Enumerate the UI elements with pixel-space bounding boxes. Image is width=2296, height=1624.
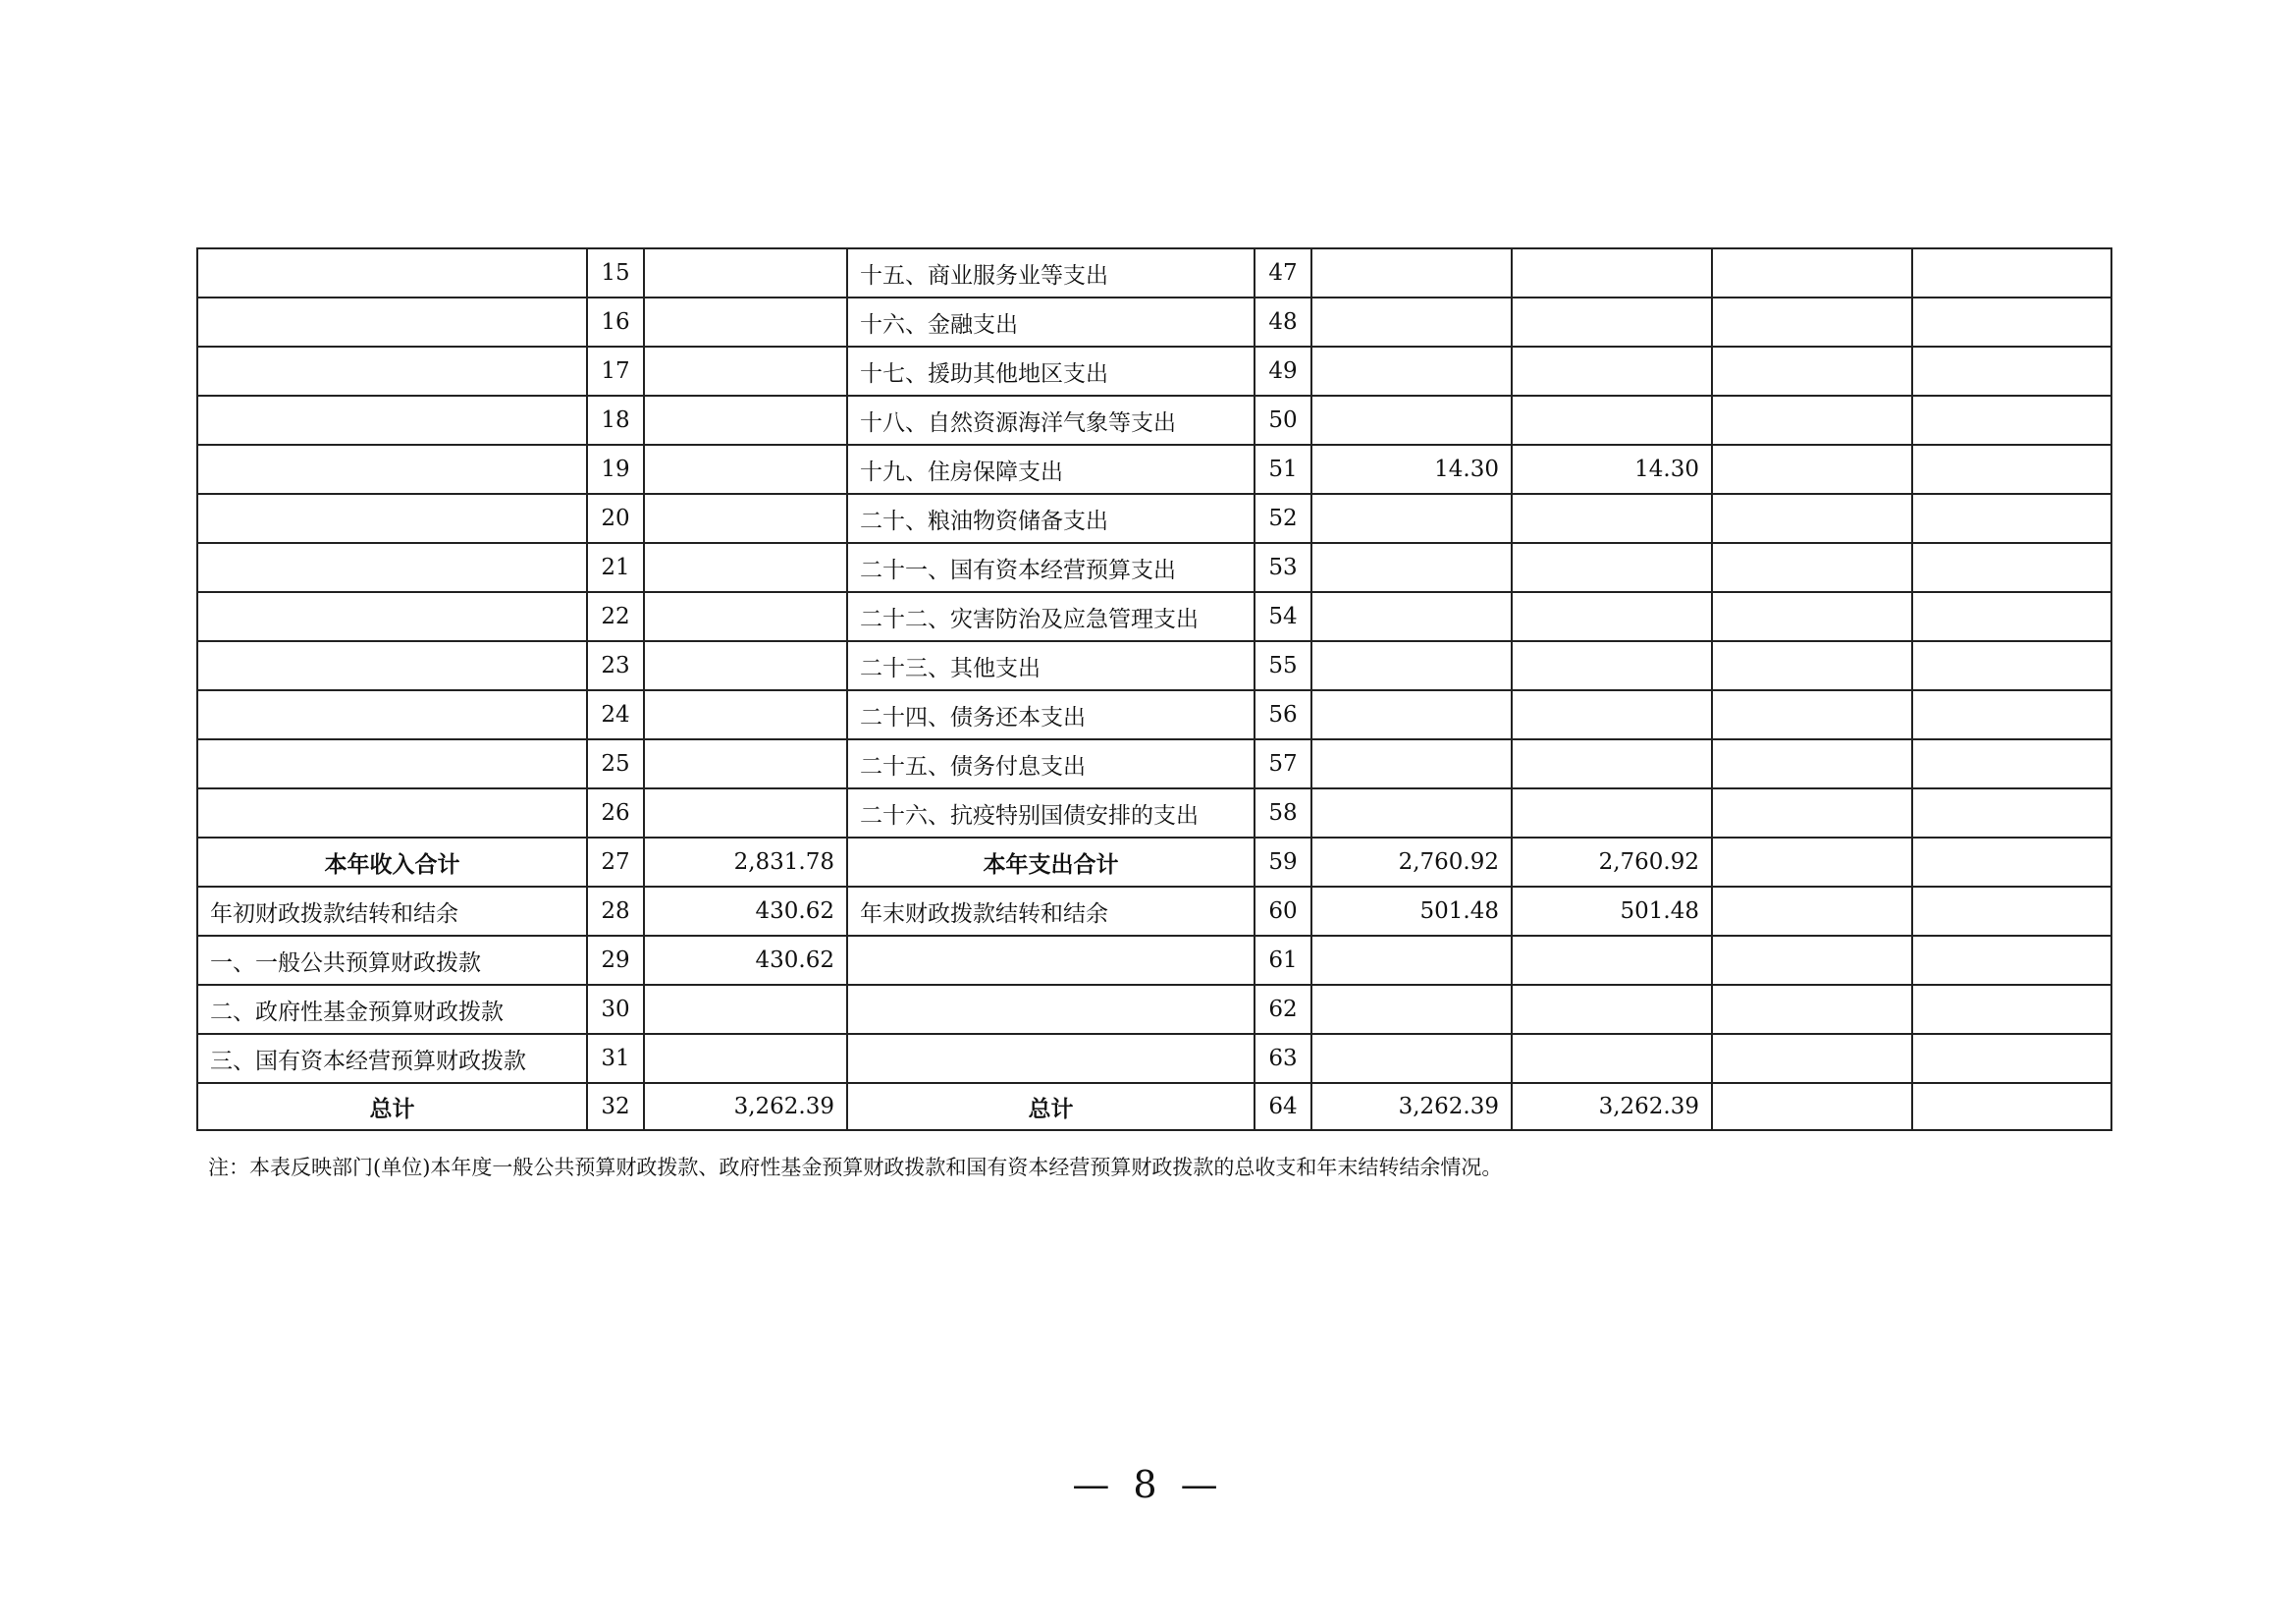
income-amount-cell	[644, 739, 847, 788]
table-row	[197, 1034, 2111, 1083]
expense-row-number-cell: 51	[1255, 445, 1311, 494]
general-budget-cell: 14.30	[1512, 445, 1712, 494]
expense-total-cell	[1311, 985, 1512, 1034]
expense-row-number-cell: 56	[1255, 690, 1311, 739]
income-item-cell	[197, 739, 587, 788]
expense-item-cell: 二十一、国有资本经营预算支出	[847, 543, 1255, 592]
government-fund-cell	[1712, 838, 1912, 887]
expense-row-number-cell: 55	[1255, 641, 1311, 690]
expense-row-number-cell: 47	[1255, 248, 1311, 298]
income-item-cell	[197, 396, 587, 445]
state-capital-cell	[1912, 298, 2111, 347]
general-budget-cell	[1512, 347, 1712, 396]
general-budget-cell	[1512, 592, 1712, 641]
table-row	[197, 347, 2111, 396]
state-capital-cell	[1912, 690, 2111, 739]
income-amount-cell	[644, 592, 847, 641]
state-capital-cell	[1912, 788, 2111, 838]
state-capital-cell	[1912, 887, 2111, 936]
income-amount-cell	[644, 298, 847, 347]
state-capital-cell	[1912, 445, 2111, 494]
income-amount-cell	[644, 690, 847, 739]
expense-row-number-cell: 49	[1255, 347, 1311, 396]
income-row-number-cell: 29	[587, 936, 644, 985]
government-fund-cell	[1712, 936, 1912, 985]
expense-row-number-cell: 52	[1255, 494, 1311, 543]
income-amount-cell	[644, 347, 847, 396]
table-row	[197, 887, 2111, 936]
expense-item-cell: 二十二、灾害防治及应急管理支出	[847, 592, 1255, 641]
general-budget-cell	[1512, 494, 1712, 543]
income-row-number-cell: 17	[587, 347, 644, 396]
income-item-cell	[197, 445, 587, 494]
table-row	[197, 248, 2111, 298]
general-budget-cell	[1512, 1034, 1712, 1083]
table-row	[197, 396, 2111, 445]
table-row	[197, 592, 2111, 641]
income-amount-cell: 430.62	[644, 936, 847, 985]
general-budget-cell: 3,262.39	[1512, 1083, 1712, 1130]
state-capital-cell	[1912, 494, 2111, 543]
expense-item-cell: 总计	[847, 1083, 1255, 1130]
income-item-cell: 总计	[197, 1083, 587, 1130]
income-row-number-cell: 20	[587, 494, 644, 543]
expense-total-cell: 3,262.39	[1311, 1083, 1512, 1130]
general-budget-cell	[1512, 543, 1712, 592]
income-row-number-cell: 32	[587, 1083, 644, 1130]
government-fund-cell	[1712, 248, 1912, 298]
budget-table	[196, 247, 2112, 1131]
table-body	[197, 248, 2111, 1130]
expense-row-number-cell: 48	[1255, 298, 1311, 347]
income-amount-cell	[644, 788, 847, 838]
income-row-number-cell: 28	[587, 887, 644, 936]
income-row-number-cell: 22	[587, 592, 644, 641]
expense-total-cell	[1311, 739, 1512, 788]
income-amount-cell	[644, 1034, 847, 1083]
income-row-number-cell: 18	[587, 396, 644, 445]
expense-total-cell	[1311, 347, 1512, 396]
expense-item-cell	[847, 1034, 1255, 1083]
income-amount-cell	[644, 494, 847, 543]
expense-row-number-cell: 61	[1255, 936, 1311, 985]
expense-row-number-cell: 59	[1255, 838, 1311, 887]
government-fund-cell	[1712, 396, 1912, 445]
income-row-number-cell: 31	[587, 1034, 644, 1083]
income-amount-cell: 3,262.39	[644, 1083, 847, 1130]
state-capital-cell	[1912, 396, 2111, 445]
table-row	[197, 690, 2111, 739]
government-fund-cell	[1712, 1083, 1912, 1130]
income-item-cell	[197, 494, 587, 543]
table-row	[197, 788, 2111, 838]
table-row	[197, 985, 2111, 1034]
income-row-number-cell: 25	[587, 739, 644, 788]
table-row	[197, 494, 2111, 543]
income-amount-cell	[644, 396, 847, 445]
expense-row-number-cell: 63	[1255, 1034, 1311, 1083]
income-row-number-cell: 26	[587, 788, 644, 838]
table-row	[197, 1083, 2111, 1130]
expense-total-cell	[1311, 1034, 1512, 1083]
expense-row-number-cell: 53	[1255, 543, 1311, 592]
expense-total-cell	[1311, 298, 1512, 347]
expense-item-cell: 十六、金融支出	[847, 298, 1255, 347]
expense-total-cell	[1311, 936, 1512, 985]
expense-row-number-cell: 50	[1255, 396, 1311, 445]
expense-item-cell: 二十三、其他支出	[847, 641, 1255, 690]
income-item-cell: 本年收入合计	[197, 838, 587, 887]
state-capital-cell	[1912, 985, 2111, 1034]
table-footnote: 注：本表反映部门(单位)本年度一般公共预算财政拨款、政府性基金预算财政拨款和国有资本经营预算财政拨款的总收支和年末结转结余情况。	[208, 1156, 1503, 1179]
government-fund-cell	[1712, 641, 1912, 690]
government-fund-cell	[1712, 1034, 1912, 1083]
government-fund-cell	[1712, 494, 1912, 543]
state-capital-cell	[1912, 838, 2111, 887]
expense-total-cell	[1311, 248, 1512, 298]
expense-item-cell: 十七、援助其他地区支出	[847, 347, 1255, 396]
state-capital-cell	[1912, 936, 2111, 985]
general-budget-cell	[1512, 298, 1712, 347]
expense-row-number-cell: 64	[1255, 1083, 1311, 1130]
expense-item-cell: 二十六、抗疫特别国债安排的支出	[847, 788, 1255, 838]
income-row-number-cell: 21	[587, 543, 644, 592]
income-item-cell: 二、政府性基金预算财政拨款	[197, 985, 587, 1034]
income-row-number-cell: 27	[587, 838, 644, 887]
state-capital-cell	[1912, 592, 2111, 641]
income-row-number-cell: 19	[587, 445, 644, 494]
state-capital-cell	[1912, 739, 2111, 788]
table-row	[197, 739, 2111, 788]
general-budget-cell: 501.48	[1512, 887, 1712, 936]
income-amount-cell	[644, 985, 847, 1034]
income-item-cell	[197, 788, 587, 838]
state-capital-cell	[1912, 248, 2111, 298]
expense-total-cell	[1311, 396, 1512, 445]
expense-total-cell: 501.48	[1311, 887, 1512, 936]
income-item-cell	[197, 543, 587, 592]
expense-total-cell	[1311, 494, 1512, 543]
government-fund-cell	[1712, 445, 1912, 494]
income-amount-cell	[644, 248, 847, 298]
expense-item-cell	[847, 936, 1255, 985]
income-item-cell	[197, 641, 587, 690]
government-fund-cell	[1712, 739, 1912, 788]
state-capital-cell	[1912, 641, 2111, 690]
government-fund-cell	[1712, 788, 1912, 838]
income-row-number-cell: 23	[587, 641, 644, 690]
state-capital-cell	[1912, 1083, 2111, 1130]
income-item-cell	[197, 690, 587, 739]
income-amount-cell	[644, 445, 847, 494]
expense-total-cell	[1311, 641, 1512, 690]
general-budget-cell	[1512, 739, 1712, 788]
table-row	[197, 936, 2111, 985]
general-budget-cell	[1512, 690, 1712, 739]
government-fund-cell	[1712, 298, 1912, 347]
income-amount-cell	[644, 641, 847, 690]
government-fund-cell	[1712, 690, 1912, 739]
income-item-cell: 一、一般公共预算财政拨款	[197, 936, 587, 985]
expense-item-cell: 十五、商业服务业等支出	[847, 248, 1255, 298]
expense-total-cell: 2,760.92	[1311, 838, 1512, 887]
expense-item-cell: 二十四、债务还本支出	[847, 690, 1255, 739]
income-row-number-cell: 15	[587, 248, 644, 298]
general-budget-cell	[1512, 248, 1712, 298]
income-amount-cell: 2,831.78	[644, 838, 847, 887]
expense-row-number-cell: 58	[1255, 788, 1311, 838]
income-amount-cell: 430.62	[644, 887, 847, 936]
income-amount-cell	[644, 543, 847, 592]
state-capital-cell	[1912, 347, 2111, 396]
income-item-cell	[197, 592, 587, 641]
expense-row-number-cell: 54	[1255, 592, 1311, 641]
government-fund-cell	[1712, 347, 1912, 396]
expense-row-number-cell: 62	[1255, 985, 1311, 1034]
general-budget-cell	[1512, 641, 1712, 690]
expense-item-cell: 十九、住房保障支出	[847, 445, 1255, 494]
state-capital-cell	[1912, 543, 2111, 592]
expense-row-number-cell: 60	[1255, 887, 1311, 936]
income-item-cell	[197, 298, 587, 347]
income-item-cell: 三、国有资本经营预算财政拨款	[197, 1034, 587, 1083]
table-row	[197, 838, 2111, 887]
table-row	[197, 445, 2111, 494]
table-row	[197, 298, 2111, 347]
expense-row-number-cell: 57	[1255, 739, 1311, 788]
table-row	[197, 543, 2111, 592]
government-fund-cell	[1712, 985, 1912, 1034]
general-budget-cell: 2,760.92	[1512, 838, 1712, 887]
income-row-number-cell: 24	[587, 690, 644, 739]
state-capital-cell	[1912, 1034, 2111, 1083]
income-item-cell	[197, 347, 587, 396]
income-row-number-cell: 30	[587, 985, 644, 1034]
expense-item-cell	[847, 985, 1255, 1034]
expense-total-cell	[1311, 592, 1512, 641]
expense-total-cell	[1311, 543, 1512, 592]
income-item-cell	[197, 248, 587, 298]
expense-total-cell	[1311, 690, 1512, 739]
general-budget-cell	[1512, 985, 1712, 1034]
expense-item-cell: 二十五、债务付息支出	[847, 739, 1255, 788]
government-fund-cell	[1712, 592, 1912, 641]
income-item-cell: 年初财政拨款结转和结余	[197, 887, 587, 936]
government-fund-cell	[1712, 887, 1912, 936]
page-number: — 8 —	[1072, 1463, 1224, 1506]
expense-item-cell: 十八、自然资源海洋气象等支出	[847, 396, 1255, 445]
expense-item-cell: 本年支出合计	[847, 838, 1255, 887]
general-budget-cell	[1512, 936, 1712, 985]
expense-item-cell: 年末财政拨款结转和结余	[847, 887, 1255, 936]
general-budget-cell	[1512, 788, 1712, 838]
general-budget-cell	[1512, 396, 1712, 445]
government-fund-cell	[1712, 543, 1912, 592]
expense-total-cell	[1311, 788, 1512, 838]
table-row	[197, 641, 2111, 690]
expense-item-cell: 二十、粮油物资储备支出	[847, 494, 1255, 543]
expense-total-cell: 14.30	[1311, 445, 1512, 494]
income-row-number-cell: 16	[587, 298, 644, 347]
